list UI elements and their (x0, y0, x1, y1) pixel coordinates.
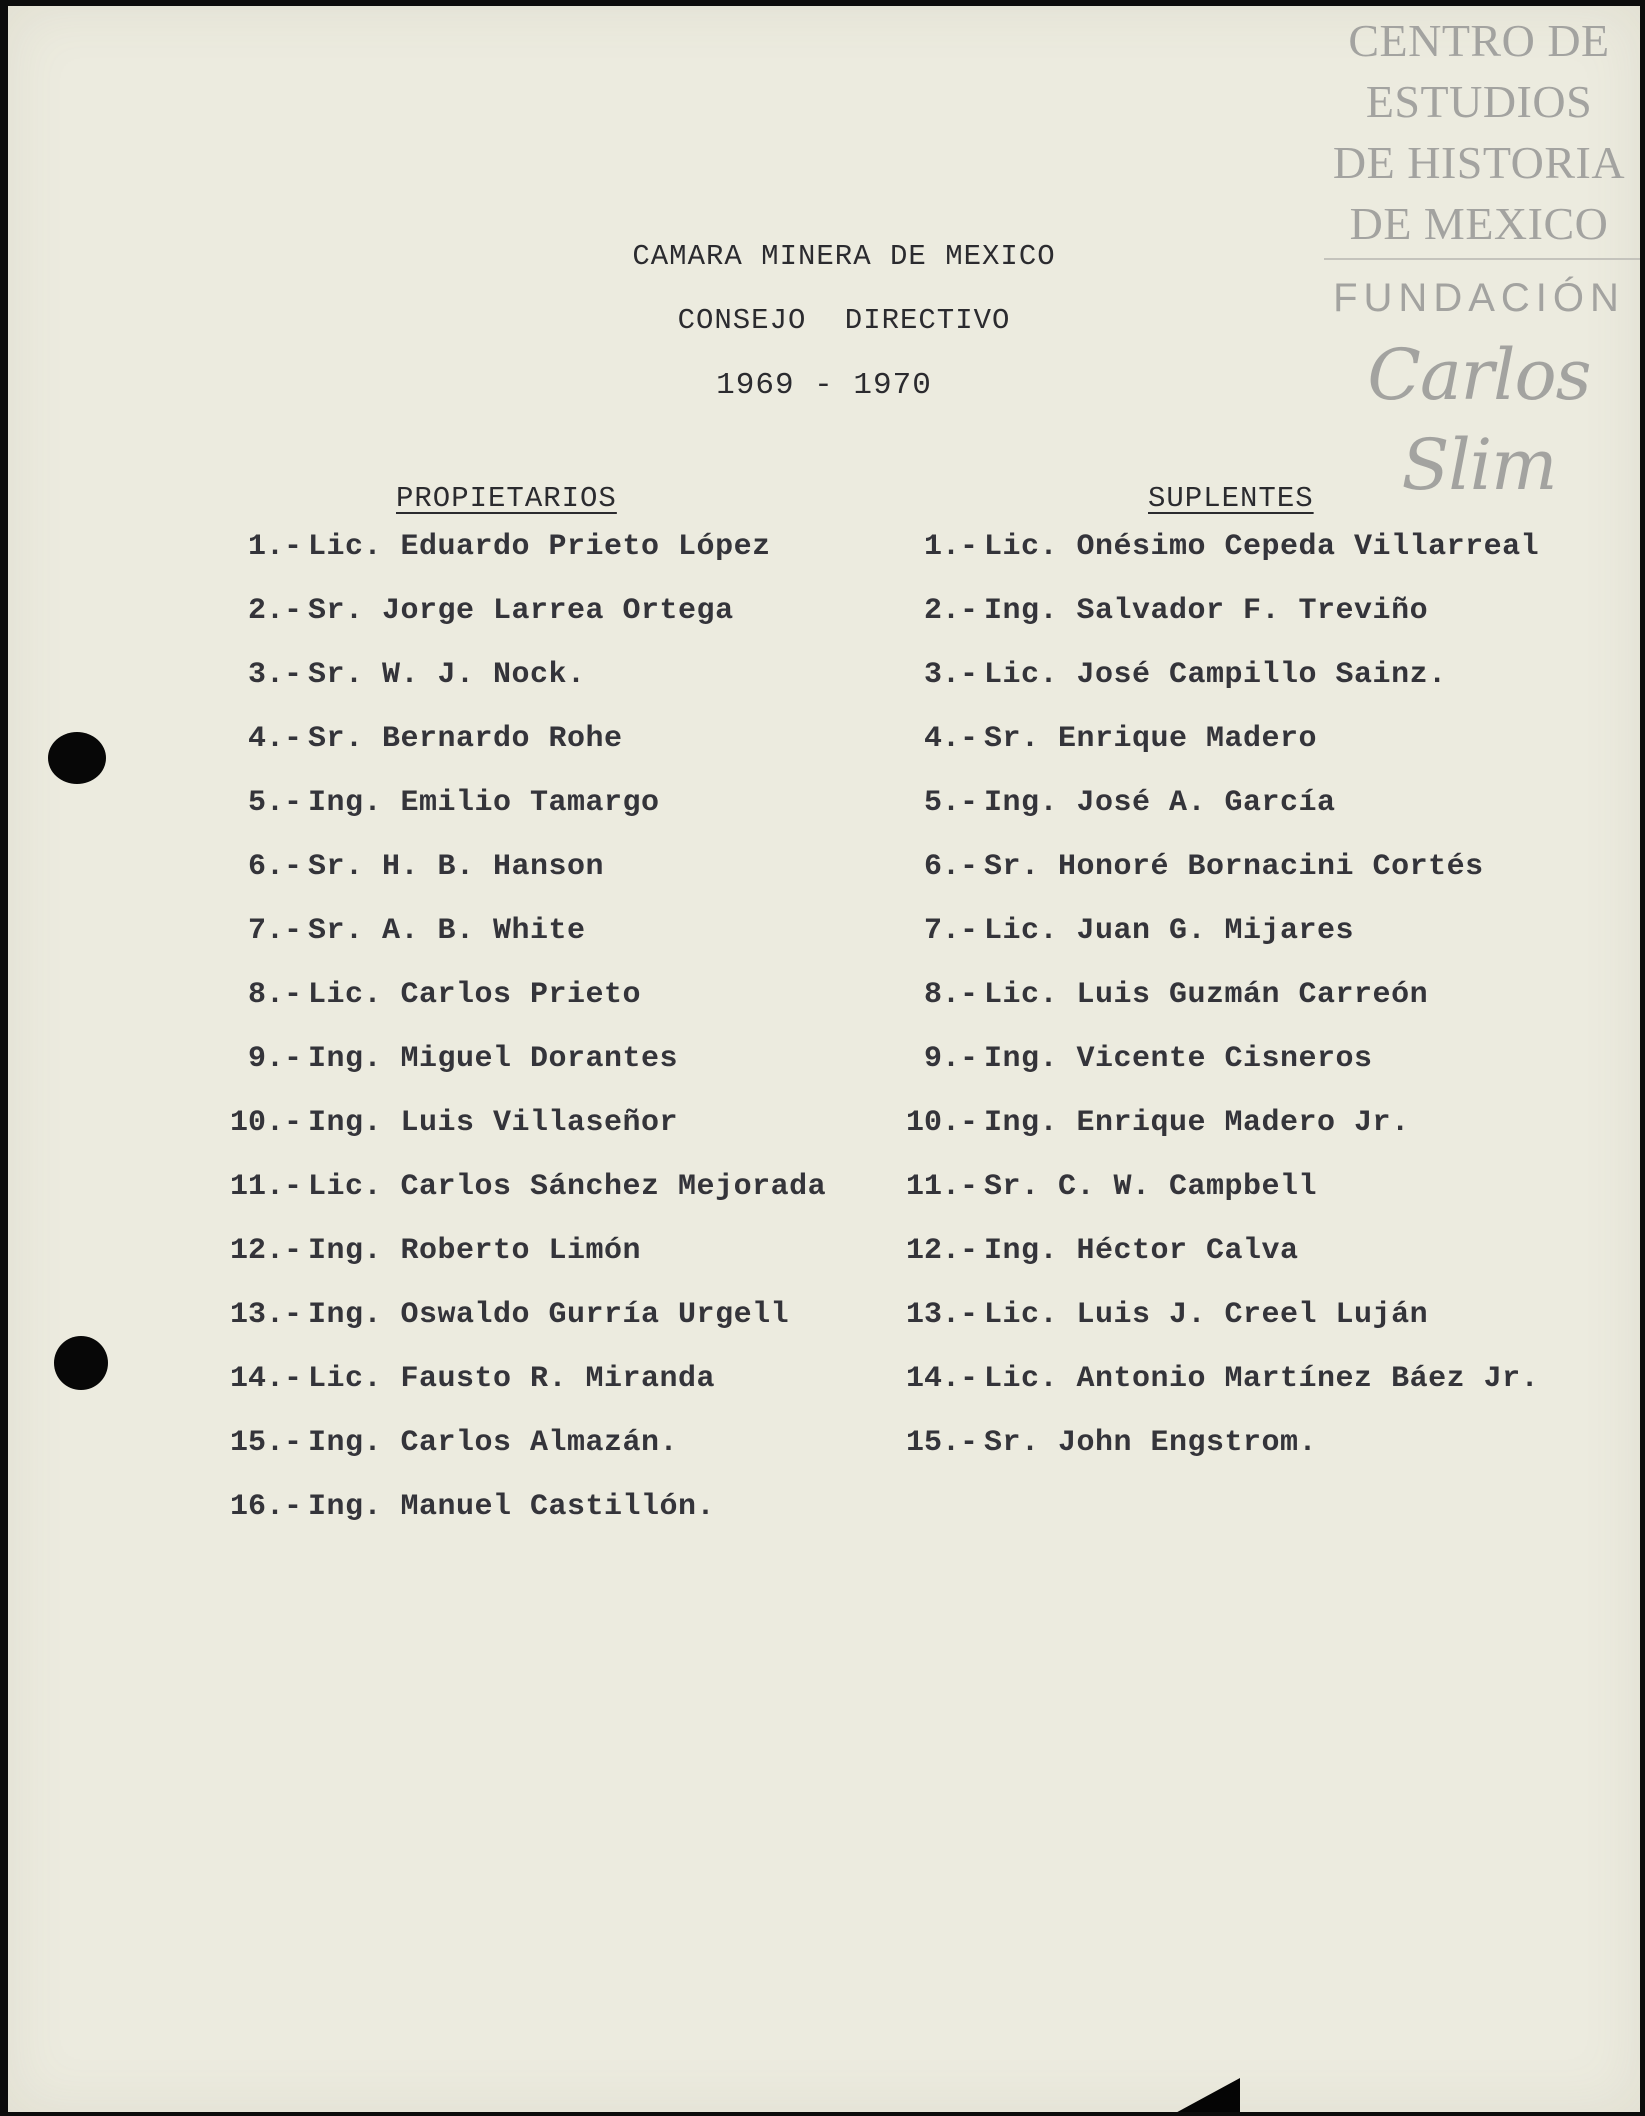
item-number: 1.- (923, 530, 978, 564)
list-item (198, 1234, 826, 1298)
item-number: 14.- (229, 1362, 302, 1396)
item-number: 14.- (905, 1362, 978, 1396)
propietarios-list (198, 530, 826, 1554)
list-item (874, 978, 1539, 1042)
list-item (198, 1298, 826, 1362)
list-item (874, 1298, 1539, 1362)
item-number: 5.- (923, 786, 978, 820)
member-name: Ing. Emilio Tamargo (308, 786, 660, 820)
list-item (198, 594, 826, 658)
list-item (198, 1106, 826, 1170)
list-item (874, 594, 1539, 658)
list-item (874, 1106, 1539, 1170)
item-number: 11.- (229, 1170, 302, 1204)
member-name: Sr. A. B. White (308, 914, 586, 948)
member-name: Lic. Juan G. Mijares (984, 914, 1355, 948)
item-number: 4.- (247, 722, 302, 756)
watermark-line: DE HISTORIA (1332, 137, 1626, 188)
period-title: 1969 - 1970 (716, 368, 932, 403)
item-number: 7.- (247, 914, 302, 948)
item-number: 4.- (923, 722, 978, 756)
list-item (198, 530, 826, 594)
member-name: Ing. Manuel Castillón. (308, 1490, 716, 1524)
item-number: 5.- (247, 786, 302, 820)
member-name: Lic. José Campillo Sainz. (984, 658, 1447, 692)
list-item (198, 914, 826, 978)
list-item (874, 786, 1539, 850)
list-item (874, 1234, 1539, 1298)
watermark-line: ESTUDIOS (1365, 76, 1593, 127)
list-item (874, 1426, 1539, 1490)
list-item (198, 658, 826, 722)
list-item (198, 1426, 826, 1490)
member-name: Ing. Salvador F. Treviño (984, 594, 1429, 628)
item-number: 16.- (229, 1490, 302, 1524)
member-name: Lic. Luis J. Creel Luján (984, 1298, 1429, 1332)
list-item (198, 850, 826, 914)
item-number: 3.- (923, 658, 978, 692)
propietarios-heading: PROPIETARIOS (396, 482, 617, 515)
member-name: Ing. Héctor Calva (984, 1234, 1299, 1268)
item-number: 6.- (923, 850, 978, 884)
item-number: 8.- (247, 978, 302, 1012)
list-item (874, 1170, 1539, 1234)
member-name: Lic. Fausto R. Miranda (308, 1362, 716, 1396)
member-name: Lic. Luis Guzmán Carreón (984, 978, 1429, 1012)
member-name: Ing. Roberto Limón (308, 1234, 642, 1268)
member-name: Lic. Antonio Martínez Báez Jr. (984, 1362, 1540, 1396)
item-number: 12.- (229, 1234, 302, 1268)
punch-hole (54, 1336, 108, 1390)
suplentes-list (874, 530, 1539, 1490)
item-number: 1.- (247, 530, 302, 564)
item-number: 10.- (229, 1106, 302, 1140)
document-page (8, 6, 1640, 2112)
member-name: Sr. H. B. Hanson (308, 850, 605, 884)
member-name: Ing. Oswaldo Gurría Urgell (308, 1298, 790, 1332)
member-name: Ing. Luis Villaseñor (308, 1106, 679, 1140)
list-item (198, 1042, 826, 1106)
member-name: Sr. Bernardo Rohe (308, 722, 623, 756)
member-name: Sr. Enrique Madero (984, 722, 1318, 756)
list-item (874, 658, 1539, 722)
item-number: 10.- (905, 1106, 978, 1140)
item-number: 8.- (923, 978, 978, 1012)
list-item (198, 722, 826, 786)
list-item (198, 1362, 826, 1426)
member-name: Lic. Carlos Prieto (308, 978, 642, 1012)
member-name: Lic. Onésimo Cepeda Villarreal (984, 530, 1540, 564)
member-name: Lic. Eduardo Prieto López (308, 530, 771, 564)
member-name: Sr. C. W. Campbell (984, 1170, 1318, 1204)
item-number: 2.- (923, 594, 978, 628)
list-item (198, 1170, 826, 1234)
member-name: Sr. John Engstrom. (984, 1426, 1318, 1460)
watermark-signature: Carlos Slim (1367, 334, 1591, 506)
item-number: 3.- (247, 658, 302, 692)
member-name: Ing. Enrique Madero Jr. (984, 1106, 1410, 1140)
item-number: 7.- (923, 914, 978, 948)
member-name: Sr. W. J. Nock. (308, 658, 586, 692)
item-number: 15.- (229, 1426, 302, 1460)
punch-hole (48, 732, 106, 784)
item-number: 12.- (905, 1234, 978, 1268)
item-number: 9.- (923, 1042, 978, 1076)
member-name: Ing. José A. García (984, 786, 1336, 820)
list-item (198, 786, 826, 850)
item-number: 13.- (905, 1298, 978, 1332)
member-name: Ing. Miguel Dorantes (308, 1042, 679, 1076)
watermark-line: CENTRO DE (1348, 15, 1610, 66)
watermark-foundation: FUNDACIÓN (1333, 276, 1625, 320)
item-number: 2.- (247, 594, 302, 628)
archive-watermark (1318, 10, 1640, 506)
watermark-line: DE MEXICO (1349, 198, 1609, 249)
list-item (874, 1362, 1539, 1426)
list-item (874, 1042, 1539, 1106)
member-name: Ing. Carlos Almazán. (308, 1426, 679, 1460)
member-name: Ing. Vicente Cisneros (984, 1042, 1373, 1076)
item-number: 15.- (905, 1426, 978, 1460)
list-item (874, 850, 1539, 914)
list-item (874, 722, 1539, 786)
item-number: 13.- (229, 1298, 302, 1332)
member-name: Sr. Jorge Larrea Ortega (308, 594, 734, 628)
scan-edge-mark (1170, 2078, 1240, 2112)
list-item (874, 914, 1539, 978)
board-title: CONSEJO DIRECTIVO (677, 304, 1011, 337)
suplentes-heading: SUPLENTES (1148, 482, 1314, 515)
organization-title: CAMARA MINERA DE MEXICO (632, 240, 1056, 273)
item-number: 11.- (905, 1170, 978, 1204)
list-item (198, 1490, 826, 1554)
member-name: Lic. Carlos Sánchez Mejorada (308, 1170, 827, 1204)
item-number: 6.- (247, 850, 302, 884)
member-name: Sr. Honoré Bornacini Cortés (984, 850, 1484, 884)
list-item (198, 978, 826, 1042)
list-item (874, 530, 1539, 594)
item-number: 9.- (247, 1042, 302, 1076)
